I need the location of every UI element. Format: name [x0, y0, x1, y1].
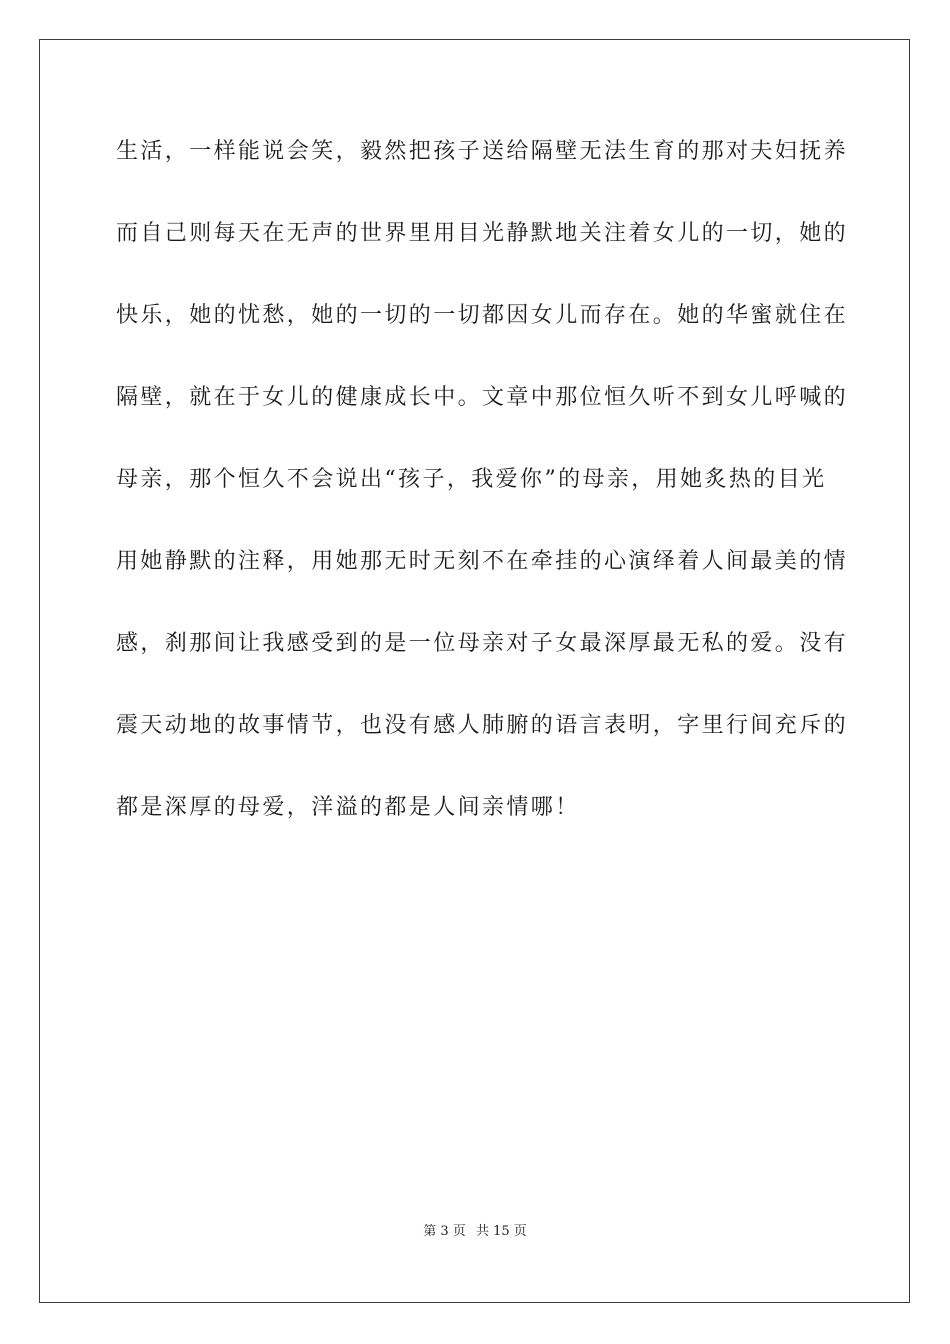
body-text: [116, 128, 849, 866]
text-line-9: 都是深厚的母爱，洋溢的都是人间亲情哪！: [116, 795, 580, 820]
text-line-5: 母亲，那个恒久不会说出“孩子，我爱你”的母亲，用她炙热的目光: [116, 467, 827, 492]
text-line-8: 震天动地的故事情节，也没有感人肺腑的语言表明，字里行间充斥的: [116, 713, 849, 738]
text-line-1: 生活，一样能说会笑，毅然把孩子送给隔壁无法生育的那对夫妇抚养: [116, 139, 849, 164]
page-number-current: 第 3 页: [423, 1224, 466, 1239]
text-line-3: 快乐，她的忧愁，她的一切的一切都因女儿而存在。她的华蜜就住在: [116, 303, 849, 328]
page-number-total: 共 15 页: [475, 1224, 527, 1239]
text-line-4: 隔壁，就在于女儿的健康成长中。文章中那位恒久听不到女儿呼喊的: [116, 385, 849, 410]
text-line-7: 感，刹那间让我感受到的是一位母亲对子女最深厚最无私的爱。没有: [116, 631, 849, 656]
page-footer: [0, 1220, 950, 1239]
text-line-6: 用她静默的注释，用她那无时无刻不在牵挂的心演绎着人间最美的情: [116, 549, 849, 574]
text-line-2: 而自己则每天在无声的世界里用目光静默地关注着女儿的一切，她的: [116, 221, 849, 246]
